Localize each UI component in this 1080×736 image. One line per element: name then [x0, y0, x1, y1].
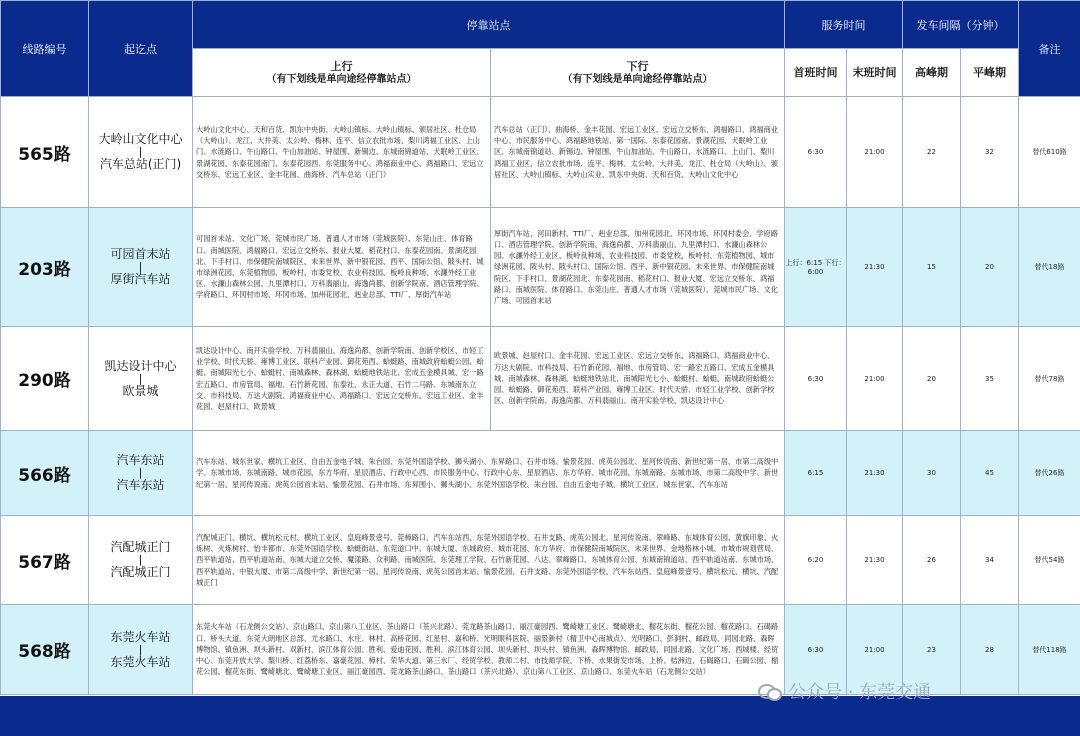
offpeak-interval: 35	[961, 327, 1019, 431]
last-bus-time: 21:30	[847, 208, 903, 327]
offpeak-interval: 32	[961, 97, 1019, 208]
peak-interval: 22	[903, 97, 961, 208]
table-row	[1, 208, 1080, 327]
header-up-note: （有下划线是单向途经停靠站点）	[266, 73, 417, 85]
header-down	[491, 49, 785, 97]
remark: 替代78路	[1019, 327, 1080, 431]
endpoint-separator: |	[138, 642, 143, 656]
table-row	[1, 516, 1080, 605]
first-bus-time: 上行：6:15 下行：6:00	[785, 208, 847, 327]
down-stops: 汽车总站（正门）、曲海桥、金丰花园、宏远工业区、宏远立交桥东、鸿福路口、鸿福商业中心、市民服务中心、鸿福路地铁站、第一国际、东泰花园南、景湖花园、犬眠岭工业区、东城南锦道站、新锡边、钟屋围、牛山加油站、牛山路口、水涟路口、上山门、梨川鸿福工业区、信立农批市场、连平、梅林、太公岭、大井美、龙江、杜仓局（大岭山）、颁居社区、大岭山镇标、大岭山实业、凯东中央街、天和百货、大岭山文化中心	[491, 97, 785, 208]
start-station: 可园首末站	[110, 247, 171, 261]
header-interval: 发车间隔（分钟）	[903, 1, 1019, 49]
header-up-title: 上行	[330, 59, 353, 73]
first-bus-time: 6:20	[785, 516, 847, 605]
header-offpeak: 平峰期	[961, 49, 1019, 97]
last-bus-time: 21:00	[847, 97, 903, 208]
last-bus-time: 21:30	[847, 431, 903, 516]
table-row	[1, 431, 1080, 516]
route-stops: 汽车东站、城东世家、横坑工业区、自由五金电子城、朱台园、东莞外国语学校、狮头湖小、东昇路口、石井市场、愉景花园、虎英公园北、星河传说南、新世纪第一居、市第二高级中学、东城市场、东城南路、城市花园、东方华府、星辰酒店、行政中心西、市民服务中心、行政中心东、星辰酒店、东方华府、城市花园、东城南路、东城市场、市第二高级中学、新世纪第一居、星河传说南、虎英公园首末站、愉景花园、石井市场、东昇围小、狮头湖小、东莞外国语学校、朱台园、自由五金电子城、横坑工业区、城东世家、汽车东站	[193, 431, 785, 516]
last-bus-time: 21:00	[847, 605, 903, 695]
header-down-title: 下行	[626, 59, 649, 73]
first-bus-time: 6:30	[785, 327, 847, 431]
route-endpoints	[89, 431, 193, 516]
first-bus-time: 6:30	[785, 97, 847, 208]
peak-interval: 23	[903, 605, 961, 695]
up-stops: 大岭山文化中心、天和百货、凯东中央街、大岭山镇标、大岭山镇标、颁居社区、杜仓局（大岭山）、龙江、大井美、太公岭、梅林、连平、信立农批市场、梨川鸿福工业区、上山门、水涟路口、牛山路口、牛山加油站、钟屋围、新锡边、东城南锦道站、犬眠岭工业区、景湖花园、东泰花园南门、东泰花园西、东莞服务中心、鸿福商业中心、鸿福路口、宏远立交桥东、宏远工业区、金丰花园、曲海桥、汽车总站（正门）	[193, 97, 491, 208]
remark: 替代118路	[1019, 605, 1080, 695]
route-number: 565路	[1, 97, 89, 208]
header-up	[193, 49, 491, 97]
peak-interval: 15	[903, 208, 961, 327]
remark: 替代18路	[1019, 208, 1080, 327]
endpoint-separator: |	[138, 260, 143, 273]
header-route-no: 线路编号	[1, 1, 89, 97]
end-station: 汽车总站(正门)	[99, 157, 182, 171]
start-station: 凯达设计中心	[104, 358, 177, 373]
end-station: 欧景城	[122, 383, 159, 398]
endpoint-separator: |	[138, 466, 143, 479]
route-number: 566路	[1, 431, 89, 516]
start-station: 东莞火车站	[110, 629, 171, 644]
start-station: 汽车东站	[116, 453, 165, 467]
peak-interval: 30	[903, 431, 961, 516]
route-number: 290路	[1, 327, 89, 431]
route-endpoints	[89, 605, 193, 695]
down-stops: 欧景城、赵屋村口、金丰花园、宏远工业区、宏远立交桥东、鸿福路口、鸿福商业中心、万达大剧院、市科技局、石竹新花园、福地、市房管局、宏一路宏五路口、宏成五金模具城、南城森林、森林湖、蛤蜓地铁站北、南城阳光七小、蛤蜓村、蛤蜓、南城政府蛤蜓公园、蛤蜓路、御花苑西、联科产业园、雍博工业区、时代天骄、市轻工业学校、创新学校区、创新学院南、海逸尚都、万科翡丽山、南开实验学校、凯达设计中心	[491, 327, 785, 431]
header-stops: 停靠站点	[193, 1, 785, 49]
watermark	[758, 676, 931, 706]
offpeak-interval: 20	[961, 208, 1019, 327]
table-row	[1, 97, 1080, 208]
offpeak-interval: 28	[961, 605, 1019, 695]
end-station: 厚街汽车站	[110, 272, 171, 286]
header-endpoints: 起讫点	[89, 1, 193, 97]
end-station: 汽配城正门	[110, 565, 171, 579]
header-service-time: 服务时间	[785, 1, 903, 49]
endpoint-separator: |	[138, 145, 143, 158]
last-bus-time: 21:00	[847, 327, 903, 431]
up-stops: 凯达设计中心、南开实验学校、万科翡丽山、海逸尚都、创新学院南、创新学校区、市轻工业学校、时代天骄、雍博工业区、联科产业园、御花苑西、蛤蜓路、南城政府蛤蜓公园、蛤蜓、南城阳光七小、蛤蜓村、南城森林、森林湖、蛤蜓地铁站北、宏成五金模具城、宏一路宏五路口、市房管局、福地、石竹新花园、东泰社、永正大道、石竹二马路、东城南东立交、市科技局、万达大剧院、鸿福商业中心、鸿福路口、宏远立交桥东、宏远工业区、金丰花园、赵屋村口、欧景城	[193, 327, 491, 431]
route-number: 567路	[1, 516, 89, 605]
endpoint-separator: |	[138, 553, 143, 566]
header-first-bus: 首班时间	[785, 49, 847, 97]
table-row	[1, 327, 1080, 431]
route-endpoints	[89, 208, 193, 327]
route-number: 203路	[1, 208, 89, 327]
header-last-bus: 末班时间	[847, 49, 903, 97]
route-stops: 东莞火车站（石龙侧公交站）、京山路口、京山第八工业区、茶山路口（茶兴北路）、莞龙路茶山路口、丽江豪园西、鹭崎塘工业区、鹭崎塘北、榴花东街、榴花公园、榴花路口、石碣路口、桥头大道、东莞大朗地区总部、尤水路口、水庄、林村、高桥花园、红星村、嘉和桥、光明眼科医院、丽景新村（精卫中心南城点）、光明路口、彭洞村、邮政局、同园北路、森晖博物馆、镇鱼洲、坝头新村、双新村、滨江体育公园、胜利、爱迪花园、胜利、滨江体育公园、坝头新村、坝头村、镇鱼洲、森晖博物馆、邮政局、同园北路、文化广场、西城楼、经贸中心、东莞开放大学、梨川桥、红荔桥东、嘉豪花园、樟村、荣华大道、第三水厂、经贸学校、教师二村、市技师学院、下桥、水果街发市场、上桥、桔洲边、石碣路口、石碣公园、榴花公园、榴花东街、鹭崎塘北、鹭崎塘工业区、丽江豪园西、莞龙路茶山路口、茶山路口（茶兴北路）、京山第八工业区、京山路口、东莞火车站（石龙侧公交站）	[193, 605, 785, 695]
first-bus-time: 6:30	[785, 605, 847, 695]
remark: 替代610路	[1019, 97, 1080, 208]
route-stops: 汽配城正门、横坑、横坑松元村、横坑工业区、皇庭峰景壹号、莞樟路口、汽车东站西、东莞外国语学校、石井支路、虎英公园北、星河传说南、翠峰路、东城体育公园、黄旗印象、火炼树、火炼树村、怡丰都市、东莞外国语学校、蛤蜓街站、东莞道口中、东城大厦、东城政府、城市花园、东方华府、市保健院南城院区、未来世界、金地格林小城、市城市规划营局、西平轨道站、西平轨道站南、东城大道立交桥、魔漾路、众利路、南城医院、东莞理工学院、石竹新花园、八达、翠峰路口、东城体育公园、东城南锦道站、西平轨道站南、东城市场、西平轨道站、中银大厦、市第二高级中学、新世纪第一居、星河传说南、虎英公园首末站、愉景花园、石井支路、东莞外国语学校、汽车东站西、皇庭峰景壹号、横坑松元、横坑、汽配城正门	[193, 516, 785, 605]
route-endpoints	[89, 516, 193, 605]
peak-interval: 26	[903, 516, 961, 605]
remark: 替代26路	[1019, 431, 1080, 516]
down-stops: 厚街汽车站、河田新村、TTI厂、赳业总部、加州花园北、环冈市场、环冈村委会、学府路口、酒店管理学院、创新学院南、海逸尚都、万科翡丽山、九里潭村口、水濂山森林公园、水濂外经工业区、板岭良种场、农业科技园、市委党校、板岭村、东莞植物园、城市绿洲花园、陂头村、陂头村口、国际公馆、西平、新中银花园、未来世界、市保健院南城院区、下手村口、景湖花园北、东泰花园南、稻花村口、报业大厦、宏远立交桥东、鸿福路口、南城医院、体育路口、东莞山庄、普通人才市场（莞城医院）、莞城市民广场、文化广场、可园首末站	[491, 208, 785, 327]
route-endpoints	[89, 97, 193, 208]
offpeak-interval: 34	[961, 516, 1019, 605]
start-station: 大岭山文化中心	[98, 132, 183, 146]
route-number: 568路	[1, 605, 89, 695]
route-endpoints	[89, 327, 193, 431]
offpeak-interval: 45	[961, 431, 1019, 516]
endpoint-separator: |	[138, 371, 143, 385]
header-down-note: （有下划线是单向途经停靠站点）	[562, 73, 713, 85]
peak-interval: 20	[903, 327, 961, 431]
last-bus-time: 21:30	[847, 516, 903, 605]
watermark-text: 公众号 · 东莞交通	[788, 682, 932, 703]
up-stops: 可园首末站、文化广场、莞城市民广场、普通人才市场（莞城医院）、东莞山庄、体育路口、南城医院、鸿福路口、宏远立交桥东、报业大厦、稻花村口、东泰花园南、景湖花园北、下手村口、市保健院南城院区、未来世界、新中银花园、西平、国际公馆、陂头村、城市绿洲花园、东莞植物园、板岭村、市委党校、农业科技园、板岭良种场、水濂外经工业区、水濂山森林公园、九里潭村口、万科翡丽山、海逸尚都、创新学院南、酒店管理学院、学府路口、环冈村市场、环冈市场、加州花园北、赳业总部、TTI厂、厚街汽车站	[193, 208, 491, 327]
start-station: 汽配城正门	[110, 540, 171, 554]
remark: 替代54路	[1019, 516, 1080, 605]
end-station: 东莞火车站	[110, 654, 171, 669]
wechat-icon	[758, 682, 782, 700]
header-peak: 高峰期	[903, 49, 961, 97]
header-remarks: 备注	[1019, 1, 1080, 97]
end-station: 汽车东站	[116, 478, 165, 492]
first-bus-time: 6:15	[785, 431, 847, 516]
